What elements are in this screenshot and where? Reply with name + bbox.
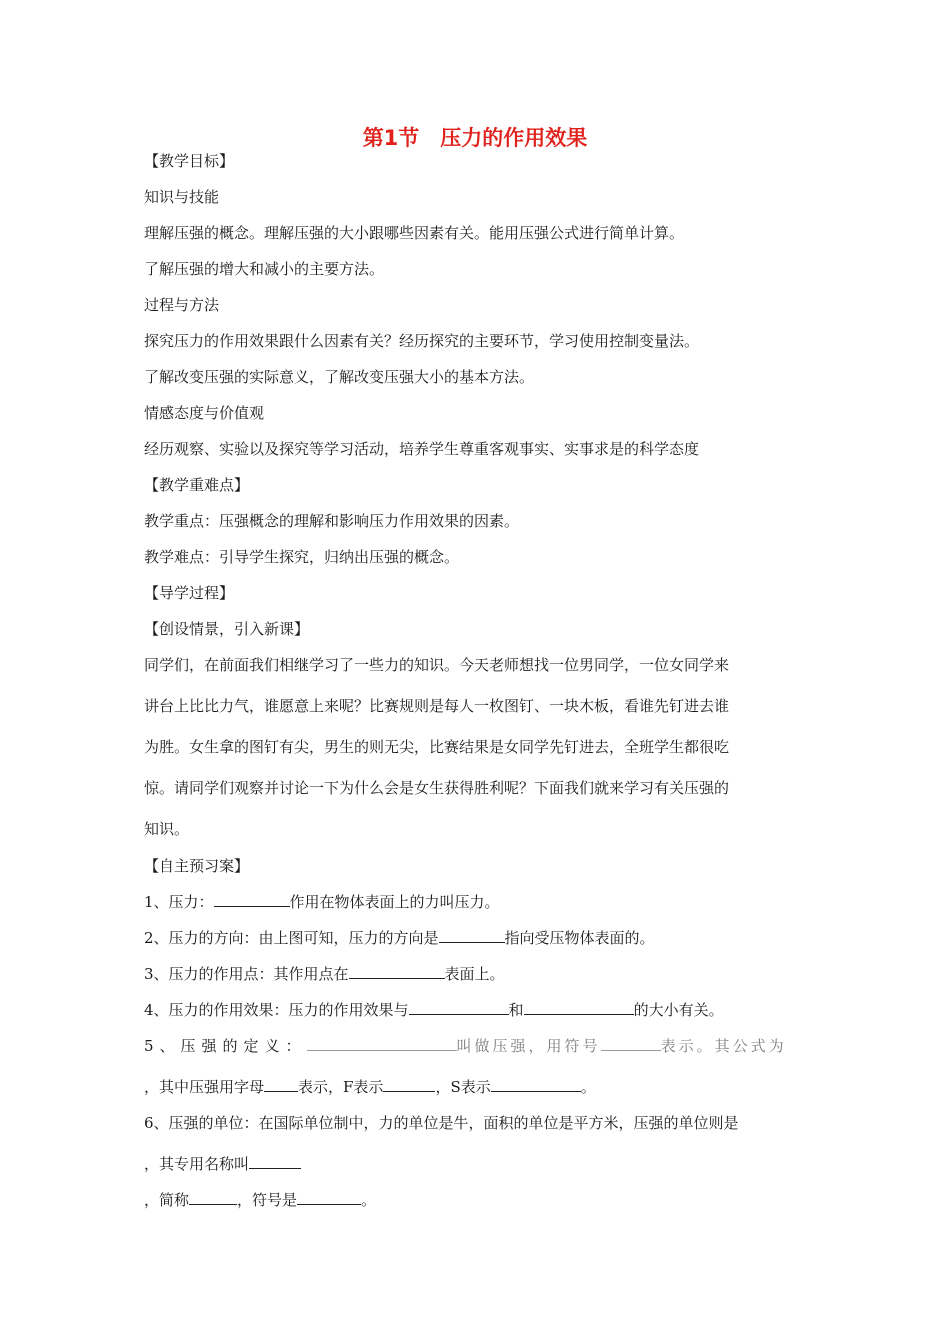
key-points-heading: 【教学重难点】 bbox=[144, 476, 250, 494]
knowledge-line-2: 了解压强的增大和减小的主要方法。 bbox=[144, 260, 385, 278]
answer-blank[interactable] bbox=[264, 1076, 298, 1092]
answer-blank[interactable] bbox=[307, 1035, 457, 1051]
answer-blank[interactable] bbox=[383, 1076, 435, 1092]
question-text: 作用在物体表面上的力叫压力。 bbox=[289, 893, 500, 911]
question-text: 叫做压强，用符号 bbox=[456, 1037, 601, 1055]
answer-blank[interactable] bbox=[349, 963, 445, 979]
answer-blank[interactable] bbox=[491, 1076, 581, 1092]
question-3 bbox=[144, 963, 505, 985]
preview-heading: 【自主预习案】 bbox=[144, 857, 250, 875]
question-2 bbox=[144, 927, 655, 949]
intro-line: 惊。请同学们观察并讨论一下为什么会是女生获得胜利呢？下面我们就来学习有关压强的 bbox=[144, 779, 730, 797]
question-5-line-2 bbox=[144, 1076, 596, 1098]
question-text: ，其专用名称叫 bbox=[144, 1155, 250, 1173]
answer-blank[interactable] bbox=[439, 927, 505, 943]
question-text: 4、压力的作用效果：压力的作用效果与 bbox=[144, 1001, 409, 1019]
question-6-line-2 bbox=[144, 1153, 301, 1175]
question-text: 表示。其公式为 bbox=[660, 1037, 787, 1055]
answer-blank[interactable] bbox=[249, 1153, 301, 1169]
process-line-2: 了解改变压强的实际意义，了解改变压强大小的基本方法。 bbox=[144, 368, 535, 386]
knowledge-line-1: 理解压强的概念。理解压强的大小跟哪些因素有关。能用压强公式进行简单计算。 bbox=[144, 224, 685, 242]
objectives-heading: 【教学目标】 bbox=[144, 152, 235, 170]
process-line-1: 探究压力的作用效果跟什么因素有关？经历探究的主要环节，学习使用控制变量法。 bbox=[144, 332, 700, 350]
question-text: ，其中压强用字母 bbox=[144, 1078, 265, 1096]
intro-line: 讲台上比比力气，谁愿意上来呢？比赛规则是每人一枚图钉、一块木板，看谁先钉进去谁 bbox=[144, 697, 730, 715]
answer-blank[interactable] bbox=[409, 999, 509, 1015]
question-4 bbox=[144, 999, 724, 1021]
question-text: ，符号是 bbox=[237, 1191, 298, 1209]
answer-blank[interactable] bbox=[524, 999, 634, 1015]
question-text: 指向受压物体表面的。 bbox=[504, 929, 655, 947]
knowledge-heading: 知识与技能 bbox=[144, 188, 220, 206]
emotion-line-1: 经历观察、实验以及探究等学习活动，培养学生尊重客观事实、实事求是的科学态度 bbox=[144, 440, 700, 458]
question-text: 。 bbox=[361, 1191, 377, 1209]
question-text: 3、压力的作用点：其作用点在 bbox=[144, 965, 349, 983]
question-text: 5、压强的定义： bbox=[144, 1037, 307, 1055]
question-text: 表示，F表示 bbox=[298, 1078, 384, 1096]
process-heading: 过程与方法 bbox=[144, 296, 220, 314]
question-1 bbox=[144, 891, 500, 913]
question-text: 1、压力： bbox=[144, 893, 214, 911]
guide-heading: 【导学过程】 bbox=[144, 584, 235, 602]
answer-blank[interactable] bbox=[601, 1035, 661, 1051]
question-text: 。 bbox=[580, 1078, 596, 1096]
intro-line: 同学们，在前面我们相继学习了一些力的知识。今天老师想找一位男同学，一位女同学来 bbox=[144, 656, 730, 674]
answer-blank[interactable] bbox=[297, 1189, 361, 1205]
question-text: 2、压力的方向：由上图可知，压力的方向是 bbox=[144, 929, 439, 947]
question-text: ，S表示 bbox=[435, 1078, 491, 1096]
key-difficulty: 教学难点：引导学生探究，归纳出压强的概念。 bbox=[144, 548, 460, 566]
key-focus: 教学重点：压强概念的理解和影响压力作用效果的因素。 bbox=[144, 512, 520, 530]
question-6: 6、压强的单位：在国际单位制中，力的单位是牛，面积的单位是平方米，压强的单位则是 bbox=[144, 1114, 739, 1132]
answer-blank[interactable] bbox=[189, 1189, 237, 1205]
page-title: 第1节 压力的作用效果 bbox=[362, 126, 588, 150]
question-6-line-3 bbox=[144, 1189, 376, 1211]
question-text: 表面上。 bbox=[444, 965, 505, 983]
intro-line: 知识。 bbox=[144, 820, 190, 838]
question-text: 和 bbox=[508, 1001, 524, 1019]
intro-heading: 【创设情景，引入新课】 bbox=[144, 620, 310, 638]
question-text: ，简称 bbox=[144, 1191, 190, 1209]
emotion-heading: 情感态度与价值观 bbox=[144, 404, 265, 422]
question-5 bbox=[144, 1035, 787, 1057]
answer-blank[interactable] bbox=[214, 891, 290, 907]
question-text: 的大小有关。 bbox=[633, 1001, 724, 1019]
intro-line: 为胜。女生拿的图钉有尖，男生的则无尖，比赛结果是女同学先钉进去，全班学生都很吃 bbox=[144, 738, 730, 756]
